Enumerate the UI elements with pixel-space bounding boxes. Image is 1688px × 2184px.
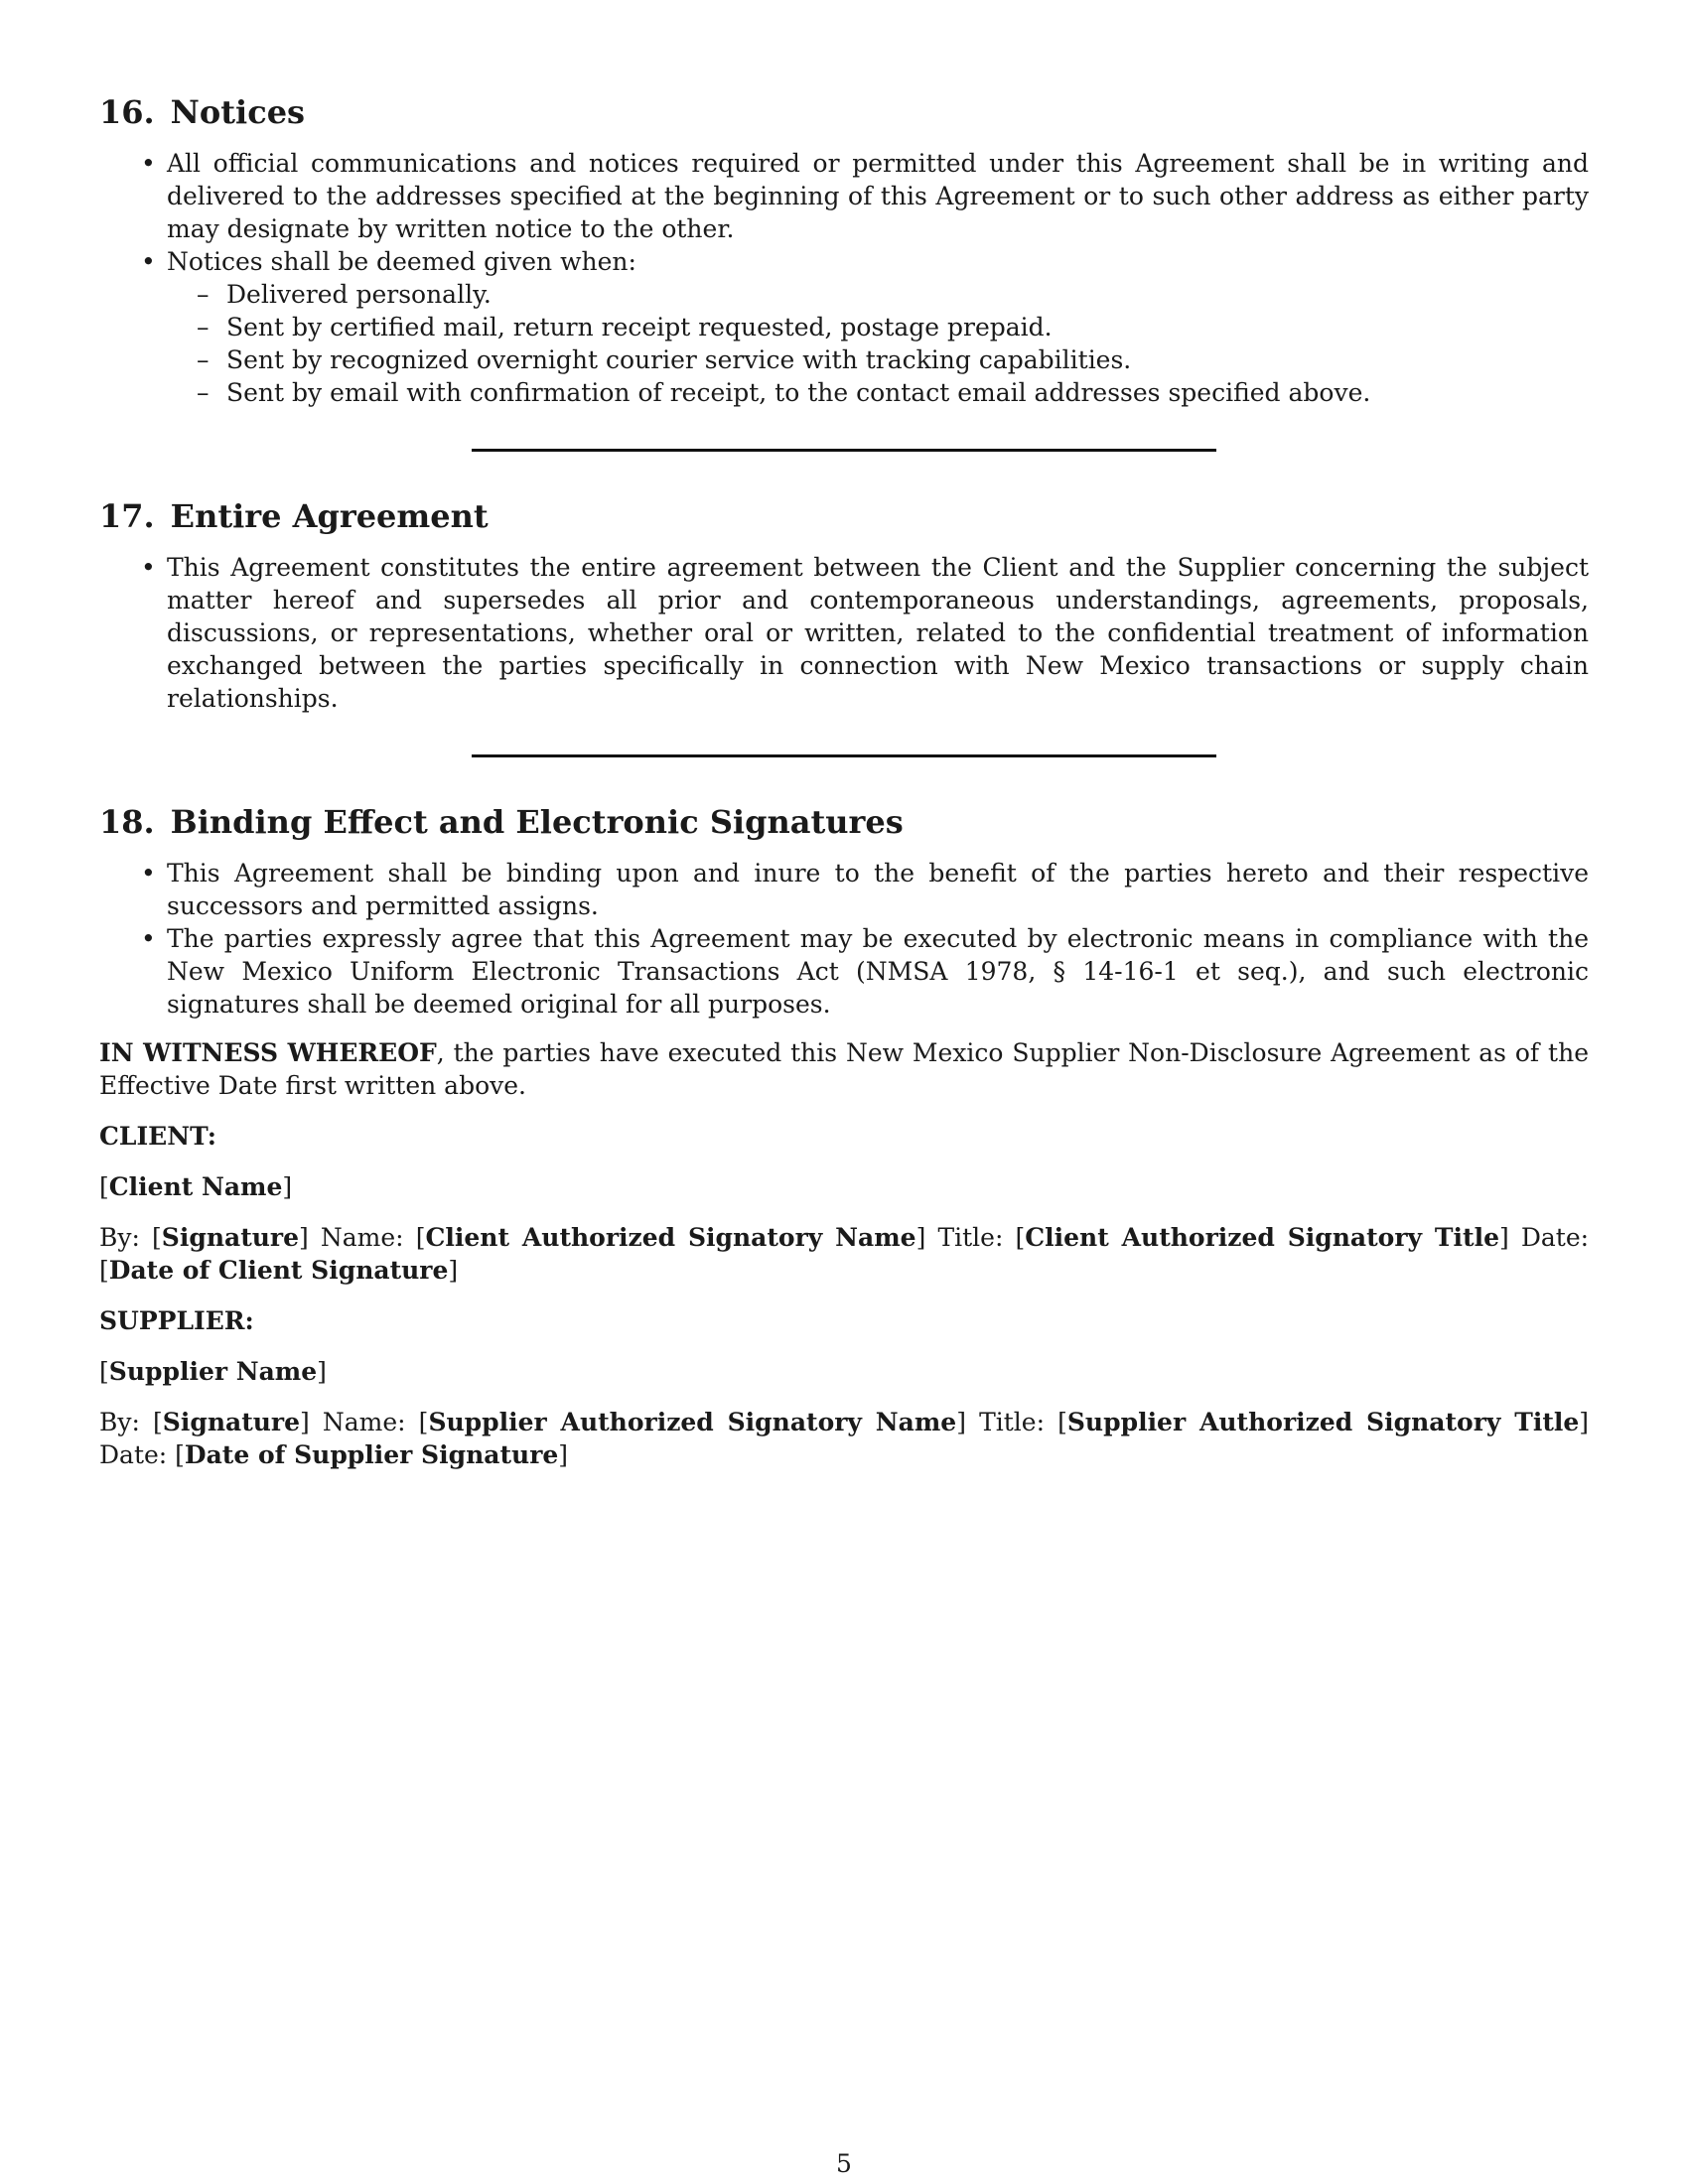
list-item bbox=[167, 245, 1589, 409]
section-number: 17. bbox=[99, 497, 155, 535]
supplier-name-placeholder: Supplier Name bbox=[108, 1357, 318, 1386]
sub-list-item: – Sent by recognized overnight courier service with tracking capabilities. bbox=[226, 343, 1589, 376]
supplier-signatory-title-placeholder: Supplier Authorized Signatory Title bbox=[1066, 1408, 1580, 1436]
list-item: • This Agreement constitutes the entire agreement between the Client and the Supplier concerning the subject matter hereof and supersedes all prior and contemporaneous understandings, agreements, proposals, discussions, or representations, whether oral or written, related to the confidential treatment of information exchanged between the parties specifically in connection with New Mexico transactions or supply chain relationships. bbox=[167, 551, 1589, 715]
name-label: Name: bbox=[320, 1223, 404, 1252]
bullet-list bbox=[99, 551, 1589, 715]
witness-text: , the parties have executed this New Mexico Supplier Non-Disclosure Agreement as of the Effective Date first written above. bbox=[99, 1038, 1589, 1100]
name-label: Name: bbox=[322, 1408, 406, 1436]
title-label: Title: bbox=[979, 1408, 1046, 1436]
by-label: By: bbox=[99, 1408, 140, 1436]
section-heading bbox=[99, 495, 1589, 537]
section-heading bbox=[99, 91, 1589, 133]
sub-list-item: – Delivered personally. bbox=[226, 278, 1589, 311]
title-label: Title: bbox=[937, 1223, 1004, 1252]
list-item: • The parties expressly agree that this Agreement may be executed by electronic means in compliance with the New Mexico Uniform Electronic Transactions Act (NMSA 1978, § 14-16-1 et seq.), and such electronic signatures shall be deemed original for all purposes. bbox=[167, 922, 1589, 1021]
list-item: • This Agreement shall be binding upon and inure to the benefit of the parties hereto and their respective successors and permitted assigns. bbox=[167, 857, 1589, 922]
section-title: Notices bbox=[170, 93, 306, 131]
section-heading bbox=[99, 801, 1589, 843]
supplier-signature-date-placeholder: Date of Supplier Signature bbox=[184, 1440, 559, 1469]
document-page bbox=[99, 91, 1589, 1471]
bullet-list bbox=[99, 147, 1589, 409]
supplier-heading: SUPPLIER: bbox=[99, 1306, 254, 1335]
date-label: Date: bbox=[99, 1440, 168, 1469]
section-number: 18. bbox=[99, 803, 155, 841]
supplier-name: [Supplier Name] bbox=[99, 1357, 327, 1386]
client-heading: CLIENT: bbox=[99, 1122, 217, 1151]
list-item: • All official communications and notices required or permitted under this Agreement shall be in writing and delivered to the addresses specified at the beginning of this Agreement or to such other address as either party may designate by written notice to the other. bbox=[167, 147, 1589, 245]
page-number: 5 bbox=[836, 2149, 852, 2178]
client-name: [Client Name] bbox=[99, 1172, 293, 1201]
witness-lead: IN WITNESS WHEREOF bbox=[99, 1038, 437, 1067]
horizontal-divider bbox=[472, 449, 1216, 452]
supplier-signature-line: By: [Signature] Name: [Supplier Authorized Signatory Name] Title: [Supplier Authorized Signatory Title] Date: [Date of Supplier Signature] bbox=[99, 1408, 1590, 1469]
section-entire-agreement bbox=[99, 495, 1589, 715]
client-signature-placeholder: Signature bbox=[161, 1223, 300, 1252]
section-number: 16. bbox=[99, 93, 155, 131]
sub-list-item: – Sent by certified mail, return receipt requested, postage prepaid. bbox=[226, 311, 1589, 343]
client-signatory-title-placeholder: Client Authorized Signatory Title bbox=[1025, 1223, 1499, 1252]
section-title: Binding Effect and Electronic Signatures bbox=[170, 803, 904, 841]
client-signature-date-placeholder: Date of Client Signature bbox=[108, 1256, 449, 1285]
sub-list-item: – Sent by email with confirmation of receipt, to the contact email addresses specified above. bbox=[226, 376, 1589, 409]
list-item-text: Notices shall be deemed given when: bbox=[167, 247, 636, 276]
supplier-signatory-name-placeholder: Supplier Authorized Signatory Name bbox=[428, 1408, 957, 1436]
bullet-list bbox=[99, 857, 1589, 1021]
horizontal-divider bbox=[472, 754, 1216, 757]
supplier-signature-placeholder: Signature bbox=[162, 1408, 300, 1436]
section-binding-effect bbox=[99, 801, 1589, 1021]
section-title: Entire Agreement bbox=[170, 497, 489, 535]
client-signature-line: By: [Signature] Name: [Client Authorized Signatory Name] Title: [Client Authorized Signatory Title] Date: [Date of Client Signature] bbox=[99, 1223, 1590, 1285]
client-signatory-name-placeholder: Client Authorized Signatory Name bbox=[425, 1223, 916, 1252]
witness-clause bbox=[99, 1036, 1589, 1102]
by-label: By: bbox=[99, 1223, 140, 1252]
section-notices bbox=[99, 91, 1589, 409]
sub-list bbox=[167, 278, 1589, 409]
date-label: Date: bbox=[1520, 1223, 1590, 1252]
client-name-placeholder: Client Name bbox=[108, 1172, 283, 1201]
